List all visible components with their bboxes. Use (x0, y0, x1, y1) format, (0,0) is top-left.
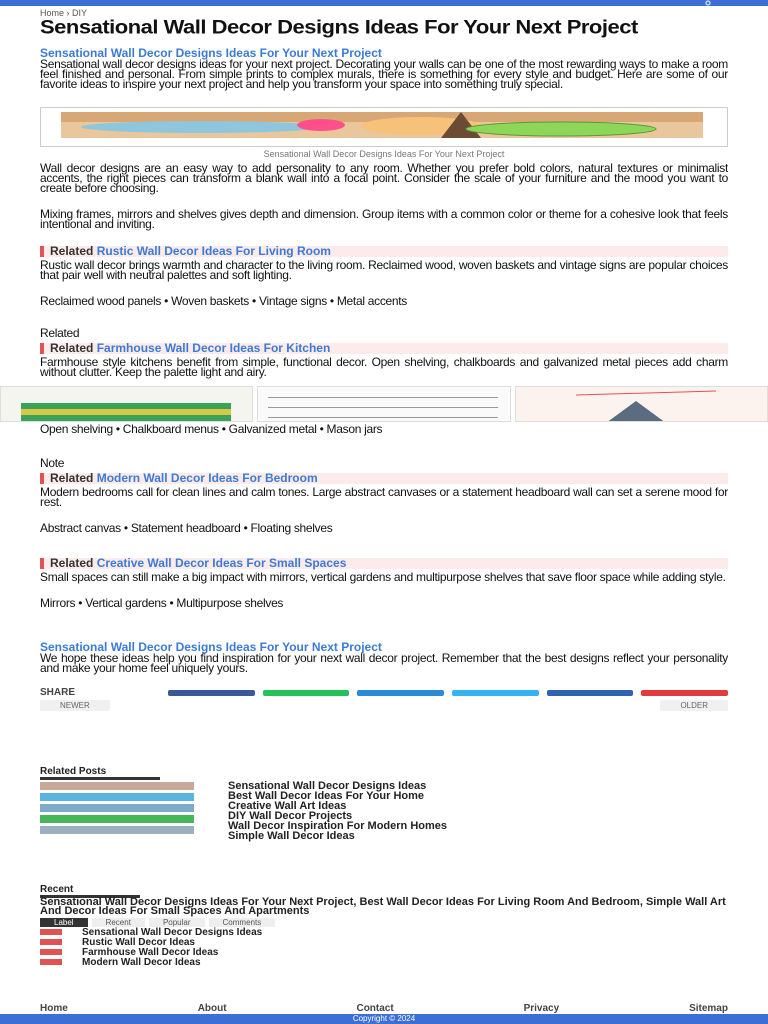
recent-item[interactable] (40, 949, 728, 957)
section-list: Reclaimed wood panels • Woven baskets • Vintage signs • Metal accents (40, 296, 407, 308)
footer-link-contact[interactable]: Contact (356, 1003, 394, 1014)
related-link[interactable]: Sensational Wall Decor Designs Ideas (228, 780, 427, 792)
copyright: Copyright © 2024 (352, 1014, 416, 1023)
recent-item-title[interactable]: Modern Wall Decor Ideas (82, 957, 201, 968)
related-link[interactable]: Simple Wall Decor Ideas (228, 830, 355, 842)
top-bar (0, 0, 768, 6)
tab-popular[interactable]: Popular (149, 918, 205, 927)
footer-link-privacy[interactable]: Privacy (523, 1003, 560, 1014)
post-thumb-icon (40, 929, 62, 935)
search-icon[interactable] (702, 0, 718, 6)
closing-paragraph: We hope these ideas help you find inspiration for your next wall decor project. Remember that the best designs reflect your personality and make your home feel uniquely yours. (40, 653, 728, 675)
body-paragraph: Wall decor designs are an easy way to add personality to any room. Whether you prefer bold colors, natural textures or minimalist accents, the right pieces can transform a blank wall into a focal point. Consider the scale of your furniture and the mood you want to create before choosing. (40, 163, 728, 195)
section-body: Farmhouse style kitchens benefit from simple, functional decor. Open shelving, chalkboards and galvanized metal pieces add charm without clutter. Keep the palette light and airy. (40, 357, 728, 379)
related-heading: Related Posts (40, 766, 160, 780)
recent-heading: Recent (40, 884, 140, 898)
recent-tabs (40, 918, 728, 927)
section-link[interactable]: Creative Wall Decor Ideas For Small Spaces (96, 556, 347, 570)
section-note: Note (40, 458, 65, 468)
tab-comments[interactable]: Comments (209, 918, 276, 927)
related-thumb[interactable] (40, 793, 194, 801)
section-heading (40, 246, 728, 257)
image-gallery (0, 386, 768, 422)
hero-image (40, 107, 728, 147)
section-heading-label: Related (50, 341, 94, 355)
gallery-image[interactable] (257, 386, 510, 422)
gallery-thumb (516, 387, 767, 422)
article (40, 8, 728, 401)
section-link[interactable]: Modern Wall Decor Ideas For Bedroom (96, 471, 318, 485)
section-link[interactable]: Farmhouse Wall Decor Ideas For Kitchen (96, 341, 331, 355)
intro-paragraph: Sensational wall decor designs ideas for your next project. Decorating your walls can be one of the most rewarding ways to make a room feel finished and personal. From simple prints to complex murals, there is something for every style and budget. Here are some of our favorite ideas to inspire your next project and help you transform your space into something truly special. (40, 59, 728, 91)
gallery-thumb (1, 387, 252, 422)
gallery-image[interactable] (515, 386, 768, 422)
section-heading (40, 558, 728, 569)
hero-illustration (61, 112, 703, 138)
footer-link-about[interactable]: About (197, 1003, 227, 1014)
tab-label[interactable]: Label (40, 918, 88, 927)
related-link[interactable]: Best Wall Decor Ideas For Your Home (228, 790, 425, 802)
footer-bar (0, 1014, 768, 1024)
related-link[interactable]: DIY Wall Decor Projects (228, 810, 353, 822)
subtitle: Sensational Wall Decor Designs Ideas For Your Next Project (40, 46, 382, 60)
related-list (228, 782, 728, 842)
section-body: Modern bedrooms call for clean lines and calm tones. Large abstract canvases or a statement headboard wall can set a serene mood for rest. (40, 487, 728, 509)
related-thumbs (40, 782, 194, 842)
linkedin-share-button[interactable] (547, 690, 634, 696)
section-list: Open shelving • Chalkboard menus • Galvanized metal • Mason jars (40, 424, 383, 436)
closing-lead: Sensational Wall Decor Designs Ideas For Your Next Project (40, 640, 382, 654)
recent-item-title[interactable]: Farmhouse Wall Decor Ideas (82, 947, 219, 958)
section-heading-label: Related (50, 556, 94, 570)
footer-link-home[interactable]: Home (40, 1003, 68, 1014)
section-list: Mirrors • Vertical gardens • Multipurpose shelves (40, 598, 284, 610)
twitter-share-button[interactable] (452, 690, 539, 696)
section-heading-label: Related (50, 471, 94, 485)
pinterest-share-button[interactable] (641, 690, 728, 696)
related-thumb[interactable] (40, 826, 194, 834)
facebook-share-button[interactable] (168, 690, 255, 696)
related-link[interactable]: Wall Decor Inspiration For Modern Homes (228, 820, 448, 832)
page-title: Sensational Wall Decor Designs Ideas For Your Next Project (40, 18, 638, 38)
newer-post-button[interactable]: NEWER (40, 700, 110, 711)
gallery-image[interactable] (0, 386, 253, 422)
section-heading-label: Related (50, 244, 94, 258)
section-heading (40, 343, 728, 354)
related-thumb[interactable] (40, 815, 194, 823)
body-paragraph: Mixing frames, mirrors and shelves gives depth and dimension. Group items with a common color or theme for a cohesive look that feels intentional and inviting. (40, 209, 728, 231)
tab-recent[interactable]: Recent (92, 918, 145, 927)
section-heading (40, 473, 728, 484)
telegram-share-button[interactable] (357, 690, 444, 696)
recent-section (40, 884, 728, 967)
footer-nav (40, 1003, 728, 1014)
section-note: Related (40, 328, 80, 338)
gallery-thumb (258, 387, 509, 422)
related-thumb[interactable] (40, 804, 194, 812)
recent-item-title[interactable]: Sensational Wall Decor Designs Ideas (82, 927, 263, 938)
whatsapp-share-button[interactable] (263, 690, 350, 696)
recent-text: Sensational Wall Decor Designs Ideas For Your Next Project, Best Wall Decor Ideas For Living Room And Bedroom, Simple Wall Art And Decor Ideas For Small Spaces And Apartments (40, 896, 726, 917)
share-bar (40, 687, 728, 698)
recent-list (40, 929, 728, 967)
recent-item[interactable] (40, 939, 728, 947)
breadcrumb[interactable]: Home › DIY (40, 8, 88, 18)
recent-item-title[interactable]: Rustic Wall Decor Ideas (82, 937, 195, 948)
related-link[interactable]: Creative Wall Art Ideas (228, 800, 347, 812)
recent-item[interactable] (40, 929, 728, 937)
section-body: Rustic wall decor brings warmth and character to the living room. Reclaimed wood, woven baskets and vintage signs are popular choices that pair well with neutral palettes and soft lighting. (40, 260, 728, 282)
section-body: Small spaces can still make a big impact with mirrors, vertical gardens and multipurpose shelves that save floor space while adding style. (40, 572, 726, 584)
hero-caption: Sensational Wall Decor Designs Ideas For Your Next Project (263, 149, 505, 159)
related-posts (40, 766, 728, 842)
older-post-button[interactable]: OLDER (660, 700, 728, 711)
post-pager (40, 700, 728, 711)
related-thumb[interactable] (40, 782, 194, 790)
recent-item[interactable] (40, 959, 728, 967)
post-thumb-icon (40, 939, 62, 945)
post-thumb-icon (40, 959, 62, 965)
article-continued (40, 424, 728, 711)
section-list: Abstract canvas • Statement headboard • Floating shelves (40, 523, 333, 535)
post-thumb-icon (40, 949, 62, 955)
share-label: SHARE (40, 687, 76, 698)
section-link[interactable]: Rustic Wall Decor Ideas For Living Room (96, 244, 331, 258)
footer-link-sitemap[interactable]: Sitemap (689, 1003, 728, 1014)
